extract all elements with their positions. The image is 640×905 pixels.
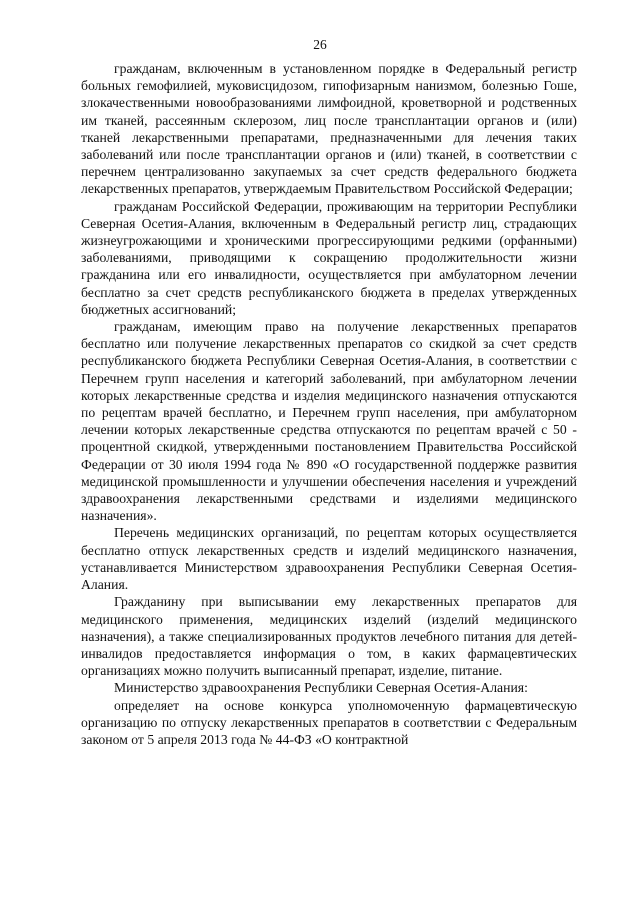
paragraph-orphan-diseases: гражданам Российской Федерации, проживающим на территории Республики Северная Осетия-Алания, включенным в Федеральный регистр лиц, страдающих жизнеугрожающими и хроническими прогрессирующими редкими (орфанными) заболеваниями, приводящими к сокращению продолжительности жизни гражданина или его инвалидности, осуществляется при амбулаторном лечении бесплатно за счет средств республиканского бюджета в пределах утвержденных бюджетных ассигнований;: [81, 198, 577, 317]
page-number: 26: [313, 37, 327, 52]
document-body: [81, 60, 577, 748]
paragraph-patient-information: Гражданину при выписывании ему лекарственных препаратов для медицинского применения, медицинских изделий (изделий медицинского назначения), а также специализированных продуктов лечебного питания для детей-инвалидов предоставляется информация о том, в каких фармацевтических организациях можно получить выписанный препарат, изделие, питание.: [81, 594, 577, 679]
paragraph-hemophilia-registry: гражданам, включенным в установленном порядке в Федеральный регистр больных гемофилией, муковисцидозом, гипофизарным нанизмом, болезнью Гоше, злокачественными новообразованиями лимфоидной, кроветворной и родственных им тканей, рассеянным склерозом, лиц после трансплантации органов и (или) тканей лекарственными препаратами, предназначенными для лечения таких заболеваний или после трансплантации органов и (или) тканей, в соответствии с перечнем централизованно закупаемых за счет средств федерального бюджета лекарственных препаратов, утверждаемым Правительством Российской Федерации;: [81, 61, 577, 197]
paragraph-discount-entitlement: гражданам, имеющим право на получение лекарственных препаратов бесплатно или получение лекарственных препаратов со скидкой за счет средств республиканского бюджета Республики Северная Осетия-Алания, в соответствии с Перечнем групп населения и категорий заболеваний, при амбулаторном лечении которых лекарственные средства и изделия медицинского назначения отпускаются по рецептам врачей бесплатно, и Перечнем групп населения, при амбулаторном лечении которых лекарственные средства отпускаются по рецептам врачей с 50 - процентной скидкой, утвержденными постановлением Правительства Российской Федерации от 30 июля 1994 года № 890 «О государственной поддержке развития медицинской промышленности и улучшении обеспечения населения и учреждений здравоохранения лекарственными средствами и изделиями медицинского назначения».: [81, 319, 577, 524]
paragraph-pharmacy-selection: определяет на основе конкурса уполномоченную фармацевтическую организацию по отпуску лекарственных препаратов в соответствии с Федеральным законом от 5 апреля 2013 года № 44-ФЗ «О контрактной: [81, 697, 577, 747]
paragraph-medical-organizations: Перечень медицинских организаций, по рецептам которых осуществляется бесплатно отпуск лекарственных средств и изделий медицинского назначения, устанавливается Министерством здравоохранения Республики Северная Осетия-Алания.: [81, 525, 577, 593]
paragraph-ministry-heading: Министерство здравоохранения Республики Северная Осетия-Алания:: [114, 680, 528, 696]
